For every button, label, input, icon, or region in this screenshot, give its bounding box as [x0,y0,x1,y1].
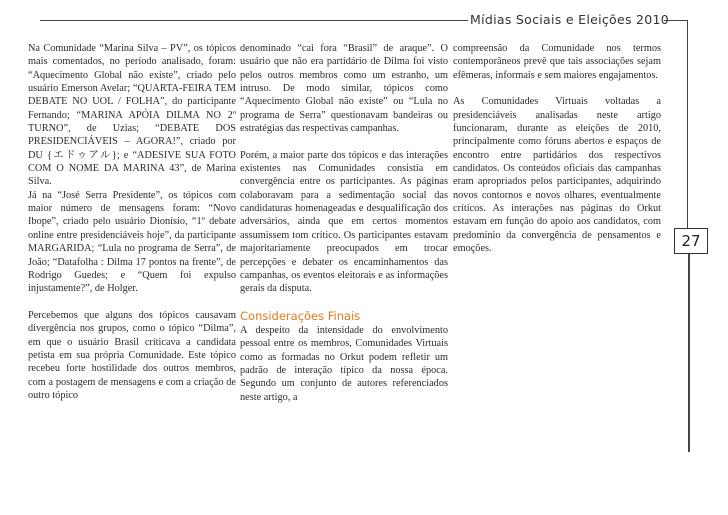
page-header-title: Mídias Sociais e Eleições 2010 [470,12,670,27]
column-1 [28,42,236,402]
section-heading: Considerações Finais [240,308,361,323]
col2-paragraph-2: Porém, a maior parte dos tópicos e das interações existentes nas Comunidades consistia em convergência entre os participantes. As páginas colaboravam para a sedimentação social das candidaturas homenageadas e desqualificação dos adversários, ainda que em certos momentos assumissem tom crítico. Os participantes estavam majoritariamente preocupados em trocar percepções e debater os encaminhamentos das campanhas, os eventos eleitorais e as informações gerais da disputa. [240,149,448,295]
page-frame-line-lower [688,252,690,452]
column-2 [240,42,448,404]
col3-paragraph-2: As Comunidades Virtuais voltadas a presidenciáveis analisadas neste artigo funcionaram, durante as eleições de 2010, principalmente como fóruns abertos e espaços de encontro entre partidários dos respectivos candidatos. Os conteúdos oficiais das campanhas eram apropriados pelos participantes, adquirindo novos contornos e novos olhares, eventualmente críticos. As interações nas páginas do Orkut estavam em função do apoio aos candidatos, com predomínio da convergência de pensamentos e emoções. [453,96,661,255]
col1-paragraph-2: Já na “José Serra Presidente”, os tópicos com maior número de mensagens foram: “Novo Ibope”, criado pelo usuário Dionísio, “1º debate online entre presidenciáveis hoje”, da participante MARGARIDA; “Lula no programa de Serra”, de João; “Datafolha : Dilma 17 pontos na frente”, de Rodrigo Guedes; e “Quem foi expulso injustamente?”, de Holger. [28,189,236,295]
col1-paragraph-1: Na Comunidade “Marina Silva – PV”, os tópicos mais comentados, no período analisado, foram: “Aquecimento Global não existe”, criado pelo usuário Emerson Avelar; “QUARTA-FEIRA TEM DEBATE NO UOL / FOLHA”, do participante Fernando; “MARINA APÓIA DILMA NO 2º TURNO”, de Uzias; “DEBATE DOS PRESIDENCIÁVEIS – AGORA!”, criado por DU {エドゥアル}; e “ADESIVE SUA FOTO COM O NOME DA MARINA 43”, de Marina Silva. [28,43,236,188]
column-3 [453,42,661,256]
col3-paragraph-1: compreensão da Comunidade nos termos contemporâneos prevê que tais associações sejam efêmeras, informais e sem maiores engajamentos. [453,43,661,81]
page-frame-line [664,20,688,252]
col2-paragraph-1: denominado “cai fora “Brasil” de araque”. O usuário que não era partidário de Dilma foi visto pelos outros membros como um estranho, um intruso. De modo similar, tópicos como “Aquecimento Global não existe” ou “Lula no programa de Serra” questionavam bandeiras ou estratégias das respectivas campanhas. [240,43,448,135]
col2-paragraph-3: A despeito da intensidade do envolvimento pessoal entre os membros, Comunidades Virtuais como as formadas no Orkut podem refletir um padrão de interação típico da nossa época. Segundo um conjunto de autores referenciados neste artigo, a [240,324,448,403]
header-rule [40,20,468,21]
page-number: 27 [674,228,708,254]
col1-paragraph-3: Percebemos que alguns dos tópicos causavam divergência nos grupos, como o tópico “Dilma”, em que o usuário Brasil criticava a candidata petista em sua própria Comunidade. Este tópico recebeu forte hostilidade dos outros membros, com a postagem de mensagens e com a criação de outro tópico [28,309,236,401]
